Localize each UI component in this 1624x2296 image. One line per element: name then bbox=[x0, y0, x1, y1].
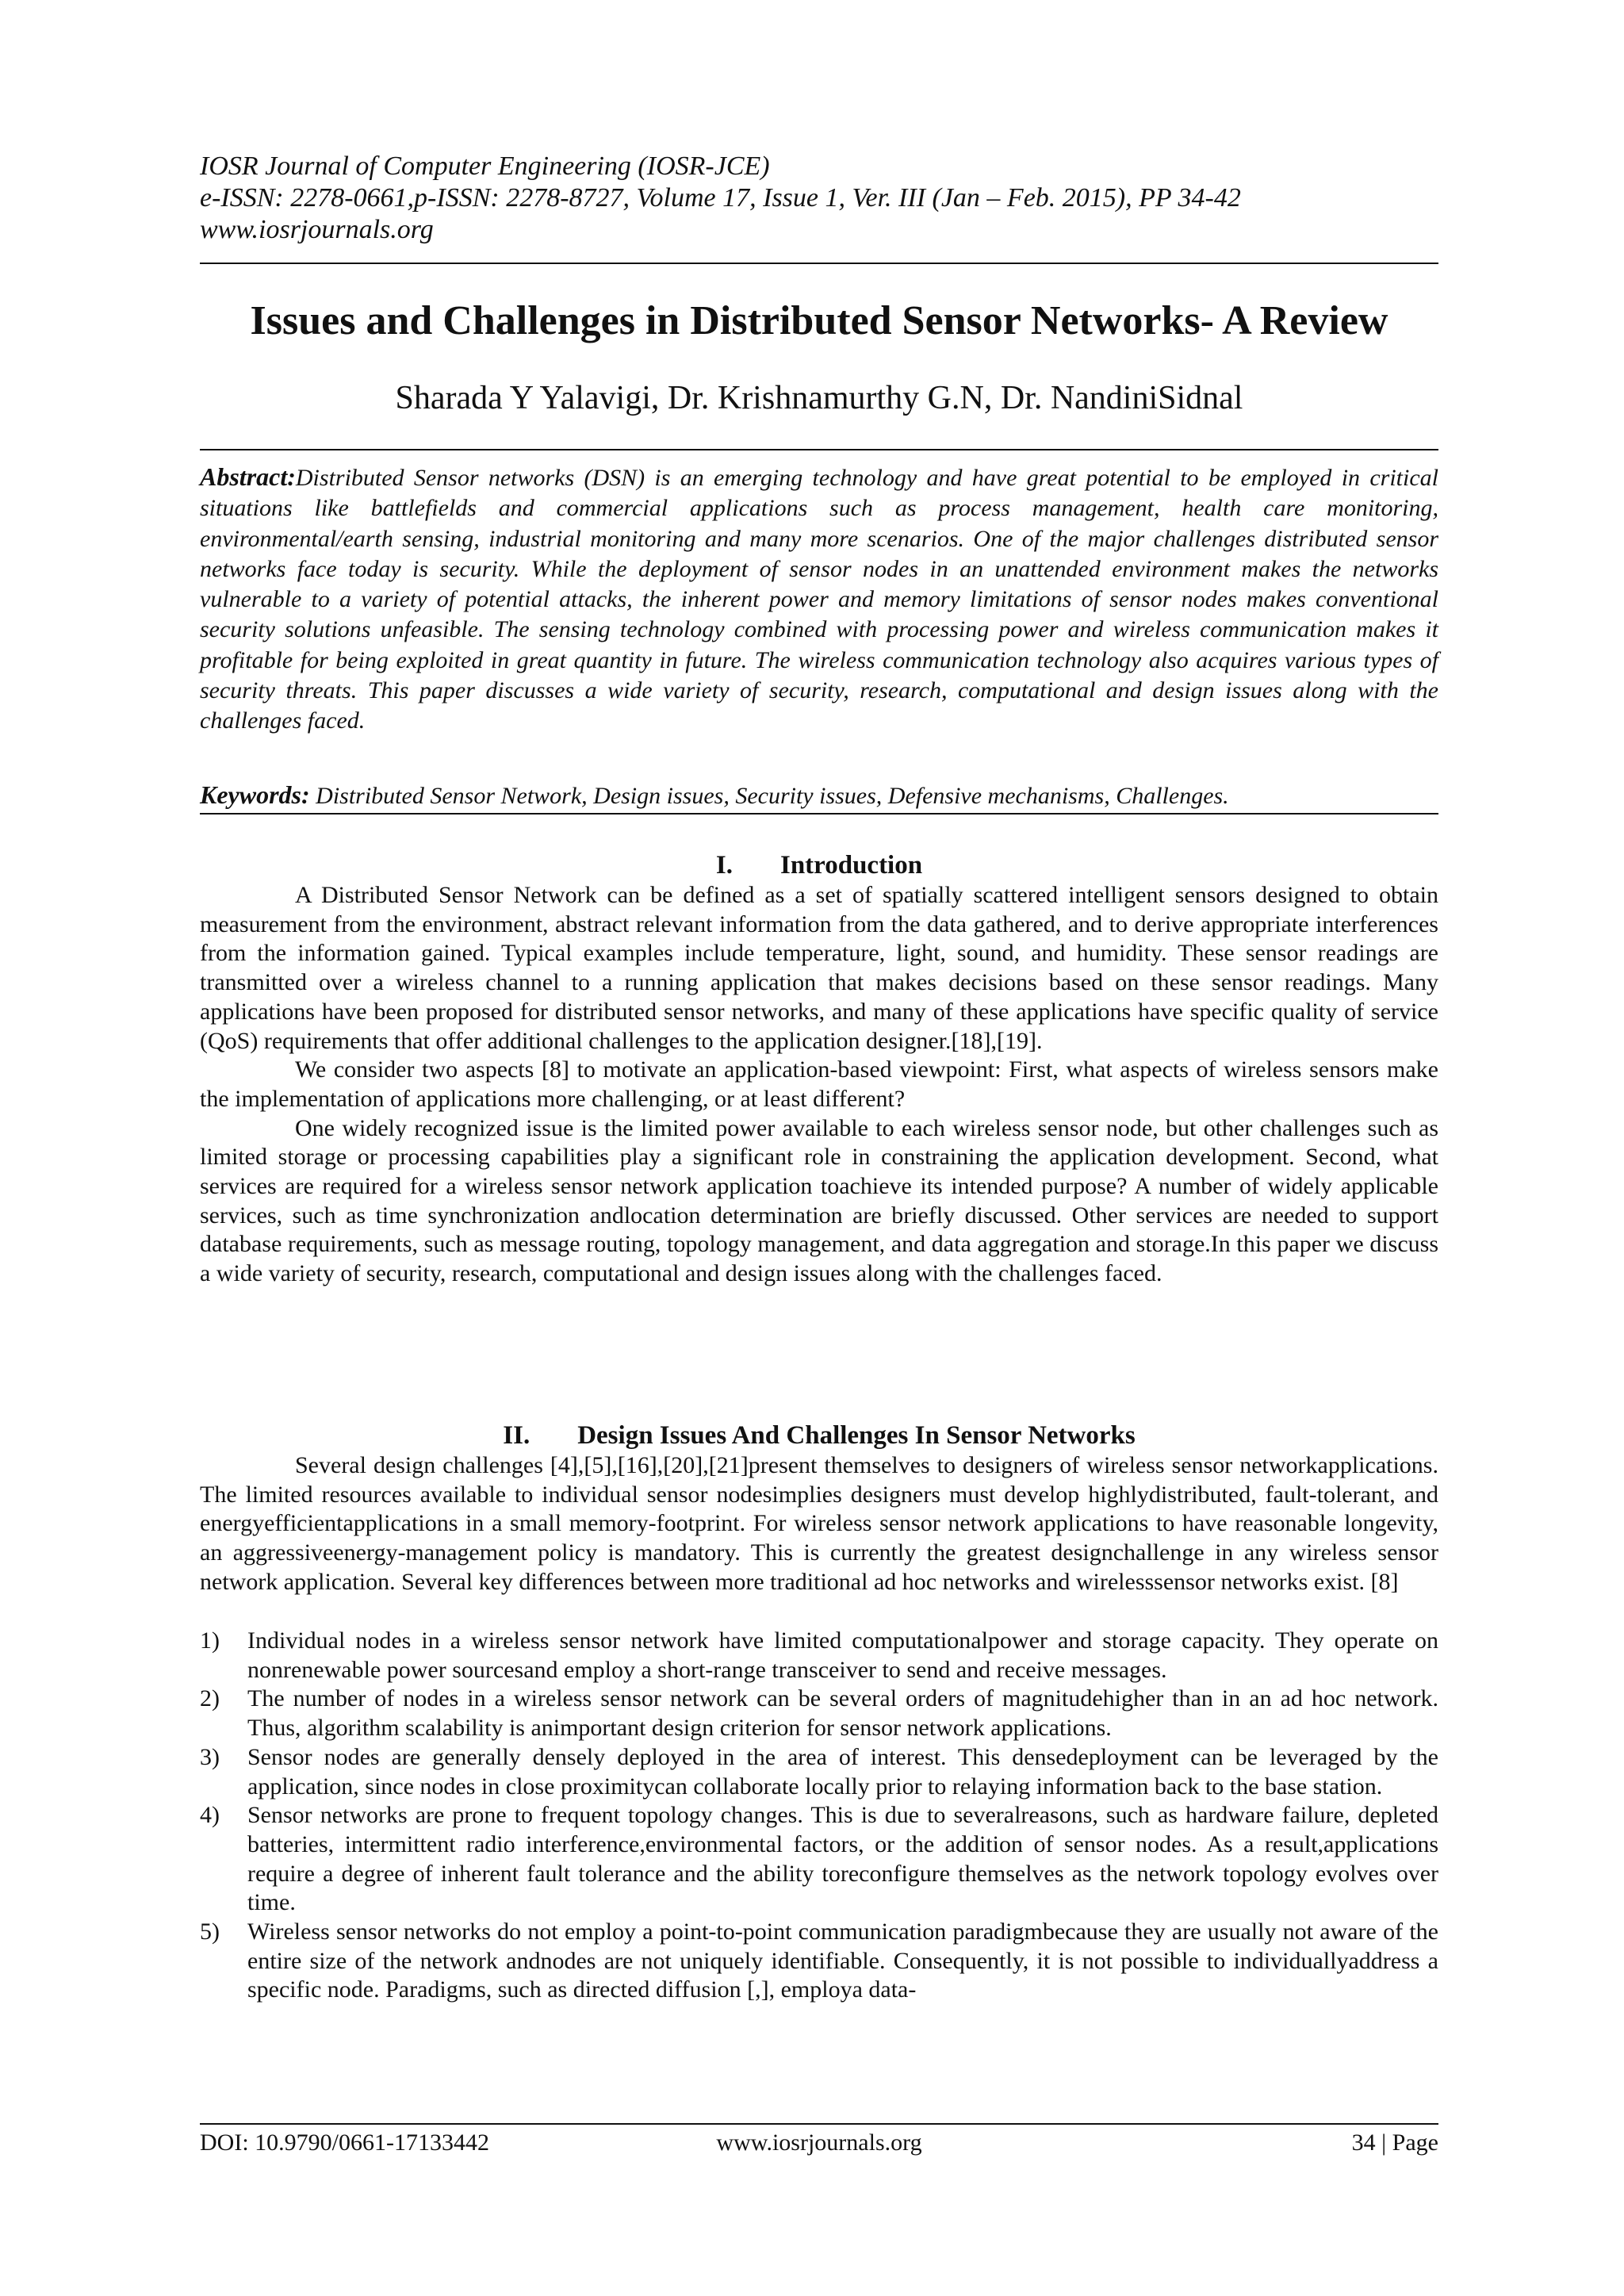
section-title: Introduction bbox=[779, 851, 923, 880]
journal-name: IOSR Journal of Computer Engineering (IOSR-JCE) bbox=[200, 151, 770, 181]
list-text: Sensor nodes are generally densely deployed in the area of interest. This densedeployment can be leveraged by the application, since nodes in close proximitycan collaborate locally prior to relaying information back to the base station. bbox=[247, 1743, 1438, 1800]
list-item bbox=[200, 1685, 1438, 1742]
keywords-divider bbox=[200, 813, 1438, 815]
list-item bbox=[200, 1801, 1438, 1918]
paragraph: We consider two aspects [8] to motivate an application-based viewpoint: First, what aspects of wireless sensors make the implementation of applications more challenging, or at least different? bbox=[200, 1056, 1438, 1112]
section-heading-design-issues bbox=[200, 1420, 1438, 1451]
paragraph: A Distributed Sensor Network can be defined as a set of spatially scattered intelligent sensors designed to obtain measurement from the environment, abstract relevant information from the data gathered, and to derive appropriate interferences from the information gained. Typical examples include temperature, light, sound, and humidity. These sensor readings are transmitted over a wireless channel to a running application that makes decisions based on these sensor readings. Many applications have been proposed for distributed sensor networks, and many of these applications have specific quality of service (QoS) requirements that offer additional challenges to the application designer.[18],[19]. bbox=[200, 882, 1438, 1054]
list-text: The number of nodes in a wireless sensor network can be several orders of magnitudehigher than in an ad hoc network. Thus, algorithm scalability is animportant design criterion for sensor network applications. bbox=[247, 1685, 1438, 1742]
abstract-text: Distributed Sensor networks (DSN) is an emerging technology and have great potential to be employed in critical situations like battlefields and commercial applications such as process management, health care monitoring, environmental/earth sensing, industrial monitoring and many more scenarios. One of the major challenges distributed sensor networks face today is security. While the deployment of sensor nodes in an unattended environment makes the networks vulnerable to a variety of potential attacks, the inherent power and memory limitations of sensor nodes makes conventional security solutions unfeasible. The sensing technology combined with processing power and wireless communication makes it profitable for being exploited in great quantity in future. The wireless communication technology also acquires various types of security threats. This paper discusses a wide variety of security, research, computational and design issues along with the challenges faced. bbox=[200, 465, 1438, 734]
paragraph: Several design challenges [4],[5],[16],[20],[21]present themselves to designers of wireless sensor networkapplications. The limited resources available to individual sensor nodesimplies designers must develop highlydistributed, fault-tolerant, and energyefficientapplications in a small memory-footprint. For wireless sensor network applications to have reasonable longevity, an aggressiveenergy-management policy is mandatory. This is currently the greatest designchallenge in any wireless sensor network application. Several key differences between more traditional ad hoc networks and wirelesssensor networks exist. [8] bbox=[200, 1452, 1438, 1595]
list-text: Wireless sensor networks do not employ a point-to-point communication paradigmbecause they are usually not aware of the entire size of the network andnodes are not uniquely identifiable. Consequently, it is not possible to individuallyaddress a specific node. Paradigms, such as directed diffusion [,], employa data- bbox=[247, 1918, 1438, 2003]
journal-website: www.iosrjournals.org bbox=[200, 215, 434, 244]
list-item bbox=[200, 1918, 1438, 2005]
abstract bbox=[200, 462, 1438, 737]
list-marker: 3) bbox=[200, 1743, 220, 1770]
list-marker: 2) bbox=[200, 1685, 220, 1712]
section-title: Design Issues And Challenges In Sensor Networks bbox=[577, 1421, 1136, 1450]
paper-title: Issues and Challenges in Distributed Sensor Networks- A Review bbox=[250, 298, 1388, 343]
footer-website: www.iosrjournals.org bbox=[716, 2129, 922, 2156]
section-heading-introduction bbox=[200, 849, 1438, 881]
introduction-body bbox=[200, 881, 1438, 1289]
design-issues-body bbox=[200, 1451, 1438, 1597]
list-marker: 4) bbox=[200, 1802, 220, 1829]
keywords bbox=[200, 780, 1438, 811]
keywords-text: Distributed Sensor Network, Design issues, Security issues, Defensive mechanisms, Challenges. bbox=[316, 783, 1229, 809]
paragraph: One widely recognized issue is the limited power available to each wireless sensor node, but other challenges such as limited storage or processing capabilities play a significant role in constraining the application development. Second, what services are required for a wireless sensor network application toachieve its intended purpose? A number of widely applicable services, such as time synchronization andlocation determination are briefly discussed. Other services are needed to support database requirements, such as message routing, topology management, and data aggregation and storage.In this paper we discuss a wide variety of security, research, computational and design issues along with the challenges faced. bbox=[200, 1114, 1438, 1287]
authors-divider bbox=[200, 449, 1438, 450]
list-item bbox=[200, 1743, 1438, 1801]
list-text: Individual nodes in a wireless sensor network have limited computationalpower and storage capacity. They operate on nonrenewable power sourcesand employ a short-range transceiver to send and receive messages. bbox=[247, 1627, 1438, 1683]
abstract-label: Abstract: bbox=[200, 462, 296, 491]
list-item bbox=[200, 1627, 1438, 1685]
section-number: I. bbox=[715, 851, 733, 880]
list-text: Sensor networks are prone to frequent topology changes. This is due to severalreasons, such as hardware failure, depleted batteries, intermittent radio interference,environmental factors, or the addition of sensor nodes. As a result,applications require a degree of inherent fault tolerance and the ability toreconfigure themselves as the network topology evolves over time. bbox=[247, 1802, 1438, 1916]
header-divider bbox=[200, 263, 1438, 264]
differences-list bbox=[200, 1627, 1438, 2005]
paper-authors: Sharada Y Yalavigi, Dr. Krishnamurthy G.N, Dr. NandiniSidnal bbox=[395, 380, 1243, 416]
journal-header bbox=[200, 151, 1438, 246]
section-number: II. bbox=[503, 1421, 530, 1450]
list-marker: 1) bbox=[200, 1627, 220, 1654]
footer-page-number: 34 | Page bbox=[1351, 2129, 1438, 2156]
footer-divider bbox=[200, 2123, 1438, 2125]
list-marker: 5) bbox=[200, 1918, 220, 1945]
footer-doi: DOI: 10.9790/0661-17133442 bbox=[200, 2129, 489, 2156]
issn-line: e-ISSN: 2278-0661,p-ISSN: 2278-8727, Volume 17, Issue 1, Ver. III (Jan – Feb. 2015), PP 34-42 bbox=[200, 183, 1241, 213]
keywords-label: Keywords: bbox=[200, 780, 310, 809]
